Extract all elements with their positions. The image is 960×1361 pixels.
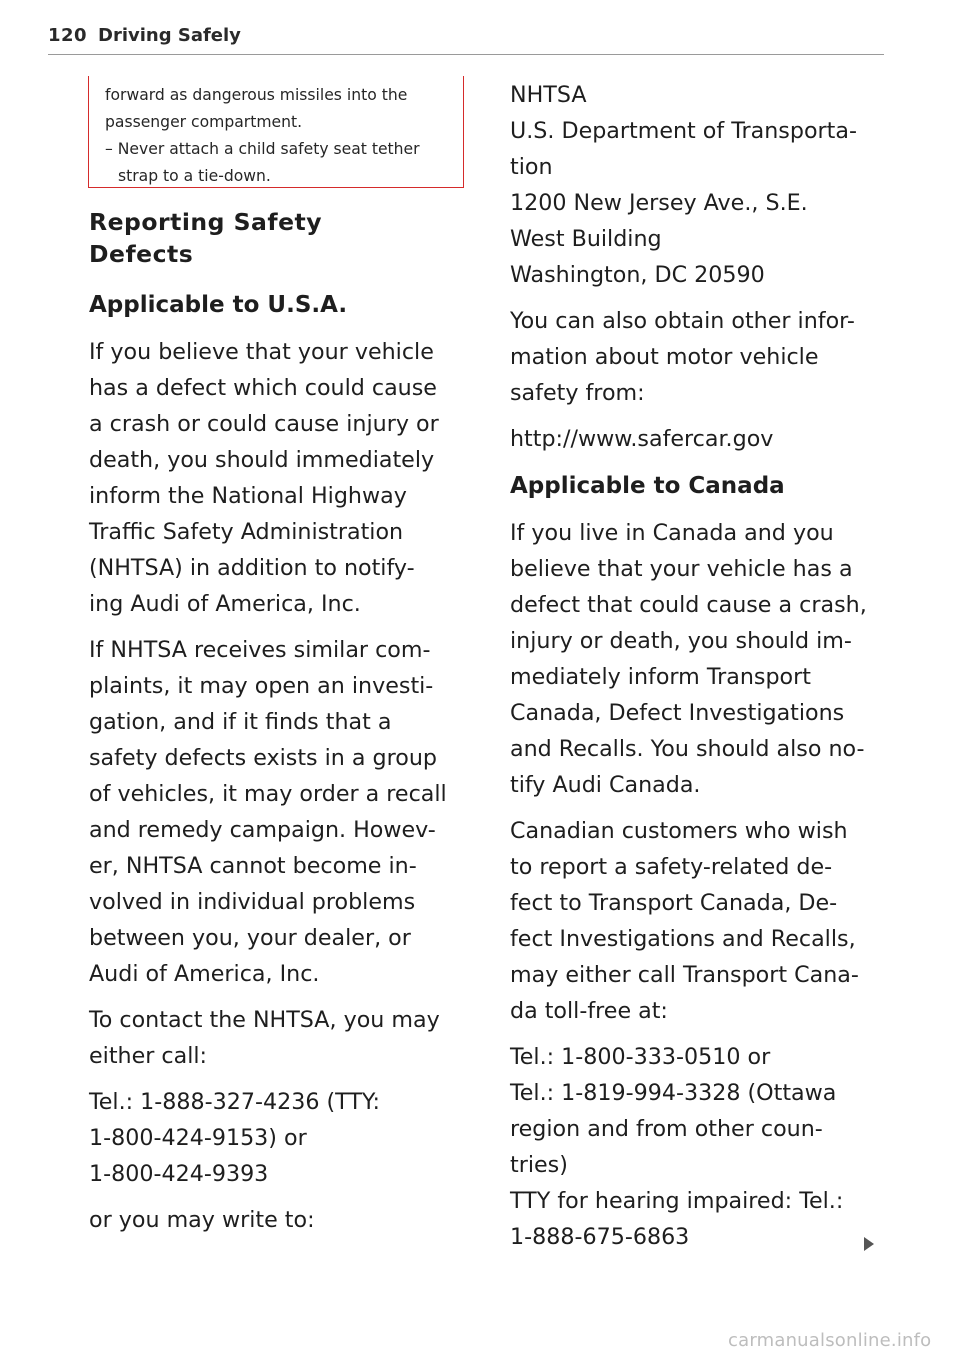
paragraph-canada-phones <box>510 1039 890 1255</box>
warning-box <box>88 76 464 188</box>
section-heading <box>89 206 469 270</box>
warning-line: forward as dangerous missiles into the <box>105 86 408 104</box>
heading-line: Reporting Safety <box>89 208 323 236</box>
address-line: Washington, DC 20590 <box>510 262 765 288</box>
text-line: region and from other coun- <box>510 1116 823 1142</box>
heading-line: Defects <box>89 240 194 268</box>
text-line: da toll-free at: <box>510 998 668 1024</box>
text-line: To contact the NHTSA, you may <box>89 1007 440 1033</box>
text-line: Tel.: 1-819-994-3328 (Ottawa <box>510 1080 837 1106</box>
left-column <box>89 206 469 1238</box>
text-line: volved in individual problems <box>89 889 416 915</box>
text-line: and remedy campaign. Howev- <box>89 817 436 843</box>
text-line: Tel.: 1-800-333-0510 or <box>510 1044 771 1070</box>
page-number: 120 <box>48 25 88 46</box>
section-title: Driving Safely <box>98 25 241 46</box>
text-line: Canada, Defect Investigations <box>510 700 845 726</box>
text-line: safety from: <box>510 380 645 406</box>
safercar-url: http://www.safercar.gov <box>510 426 774 452</box>
text-line: to report a safety-related de- <box>510 854 833 880</box>
text-line: ing Audi of America, Inc. <box>89 591 361 617</box>
paragraph-phone <box>89 1084 469 1192</box>
text-line: of vehicles, it may order a recall <box>89 781 447 807</box>
text-line: tify Audi Canada. <box>510 772 701 798</box>
text-line: injury or death, you should im- <box>510 628 852 654</box>
paragraph-nhtsa <box>89 632 469 992</box>
text-line: death, you should immediately <box>89 447 435 473</box>
subheading-canada: Applicable to Canada <box>510 473 785 499</box>
paragraph-canada-customers <box>510 813 890 1029</box>
paragraph-report <box>89 334 469 622</box>
text-line: You can also obtain other infor- <box>510 308 855 334</box>
text-line: If you believe that your vehicle <box>89 339 434 365</box>
text-line: plaints, it may open an investi- <box>89 673 434 699</box>
text-line: Tel.: 1-888-327-4236 (TTY: <box>89 1089 380 1115</box>
text-line: (NHTSA) in addition to notify- <box>89 555 415 581</box>
text-line: safety defects exists in a group <box>89 745 438 771</box>
text-line: mation about motor vehicle <box>510 344 819 370</box>
text-line: a crash or could cause injury or <box>89 411 439 437</box>
text-line: has a defect which could cause <box>89 375 437 401</box>
text-line: Canadian customers who wish <box>510 818 848 844</box>
watermark: carmanualsonline.info <box>728 1330 932 1351</box>
text-line: 1-888-675-6863 <box>510 1224 690 1250</box>
address-line: tion <box>510 154 553 180</box>
text-line: either call: <box>89 1043 208 1069</box>
page-header <box>48 24 884 55</box>
text-line: between you, your dealer, or <box>89 925 411 951</box>
paragraph-canada-report <box>510 515 890 803</box>
text-line: and Recalls. You should also no- <box>510 736 865 762</box>
warning-line: passenger compartment. <box>105 113 303 131</box>
address-line: NHTSA <box>510 82 587 108</box>
text-line: 1-800-424-9153) or <box>89 1125 307 1151</box>
text-line: Audi of America, Inc. <box>89 961 320 987</box>
paragraph-url <box>510 421 890 457</box>
text-line: inform the National Highway <box>89 483 407 509</box>
text-line: er, NHTSA cannot become in- <box>89 853 417 879</box>
address-line: West Building <box>510 226 662 252</box>
warning-line: – Never attach a child safety seat tether <box>105 140 420 158</box>
text-line: tries) <box>510 1152 568 1178</box>
subheading-usa: Applicable to U.S.A. <box>89 292 348 318</box>
right-column <box>510 77 890 1255</box>
text-line: 1-800-424-9393 <box>89 1161 269 1187</box>
text-line: If you live in Canada and you <box>510 520 834 546</box>
continue-arrow-icon <box>864 1237 874 1251</box>
address-line: 1200 New Jersey Ave., S.E. <box>510 190 808 216</box>
text-line: gation, and if it finds that a <box>89 709 392 735</box>
mailing-address <box>510 77 890 293</box>
text-line: believe that your vehicle has a <box>510 556 853 582</box>
text-line: defect that could cause a crash, <box>510 592 867 618</box>
text-line: fect Investigations and Recalls, <box>510 926 856 952</box>
text-line: Traffic Safety Administration <box>89 519 404 545</box>
text-line: may either call Transport Cana- <box>510 962 859 988</box>
paragraph-contact <box>89 1002 469 1074</box>
paragraph-other-info <box>510 303 890 411</box>
warning-line: strap to a tie-down. <box>118 167 271 185</box>
text-line: mediately inform Transport <box>510 664 811 690</box>
address-line: U.S. Department of Transporta- <box>510 118 857 144</box>
paragraph-write <box>89 1202 469 1238</box>
text-line: If NHTSA receives similar com- <box>89 637 431 663</box>
text-line: fect to Transport Canada, De- <box>510 890 838 916</box>
text-line: or you may write to: <box>89 1207 315 1233</box>
text-line: TTY for hearing impaired: Tel.: <box>510 1188 844 1214</box>
